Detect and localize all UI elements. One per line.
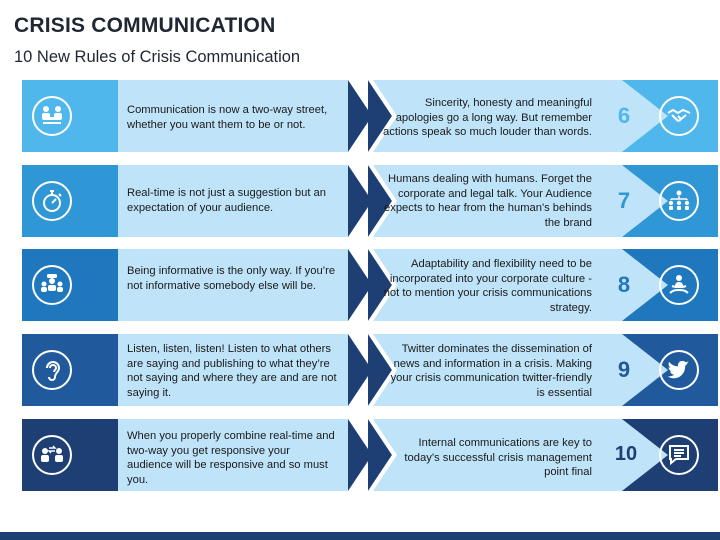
group-discussion-icon <box>32 265 72 305</box>
page-subtitle: 10 New Rules of Crisis Communication <box>14 48 301 66</box>
rule-number: 5 <box>85 442 99 467</box>
rule-number: 10 <box>614 443 638 465</box>
rule-text: Humans dealing with humans. Forget the corporate and legal talk. Your Audience expects to hear from the human's behinds the brand <box>384 173 592 229</box>
rule-text: Communication is now a two-way street, whether you want them to be or not. <box>127 104 328 131</box>
handshake-icon <box>659 96 699 136</box>
rule-card-6 <box>368 80 718 152</box>
meeting-icon <box>32 96 72 136</box>
rule-text: Adaptability and flexibility need to be incorporated into your corporate culture - not to mention your crisis communications strategy. <box>383 258 592 314</box>
rule-text: Listen, listen, listen! Listen to what others are saying and publishing to what they’re not saying and where they are and are not saying it. <box>127 343 337 399</box>
bottom-bar <box>0 532 720 540</box>
rule-text: Twitter dominates the dissemination of news and information in a crisis. Making your crisis communication twitter-friendly is essential <box>390 343 592 399</box>
rule-number: 6 <box>617 103 631 128</box>
rule-number: 8 <box>617 272 631 297</box>
rule-number: 1 <box>85 103 99 128</box>
people-exchange-icon <box>32 435 72 475</box>
rule-card-8 <box>368 249 718 321</box>
twitter-bird-icon <box>659 350 699 390</box>
rule-number: 9 <box>617 357 631 382</box>
rule-text: Real-time is not just a suggestion but an expectation of your audience. <box>127 187 326 214</box>
rule-card-1 <box>22 80 372 152</box>
rule-text: Sincerity, honesty and meaningful apologies go a long way. But remember actions speak so much louder than words. <box>383 97 592 139</box>
stopwatch-icon <box>32 181 72 221</box>
rule-card-7 <box>368 165 718 237</box>
ear-icon <box>32 350 72 390</box>
organization-icon <box>659 181 699 221</box>
rule-text: Being informative is the only way. If you’re not informative somebody else will be. <box>127 265 336 292</box>
rule-text: Internal communications are key to today’s successful crisis management point final <box>404 437 592 479</box>
rule-number: 2 <box>85 188 99 213</box>
page-title: CRISIS COMMUNICATION <box>14 14 276 37</box>
rule-card-2 <box>22 165 372 237</box>
rule-number: 7 <box>617 188 631 213</box>
rule-text: When you properly combine real-time and two-way you get responsive your audience will be responsive and so must you. <box>127 430 335 486</box>
rule-number: 3 <box>85 272 99 297</box>
rule-card-4 <box>22 334 372 406</box>
rule-card-5 <box>22 419 372 491</box>
rule-card-10 <box>368 419 718 491</box>
chat-message-icon <box>659 435 699 475</box>
rule-card-9 <box>368 334 718 406</box>
rule-number: 4 <box>85 357 99 382</box>
rule-card-3 <box>22 249 372 321</box>
yoga-person-icon <box>659 265 699 305</box>
